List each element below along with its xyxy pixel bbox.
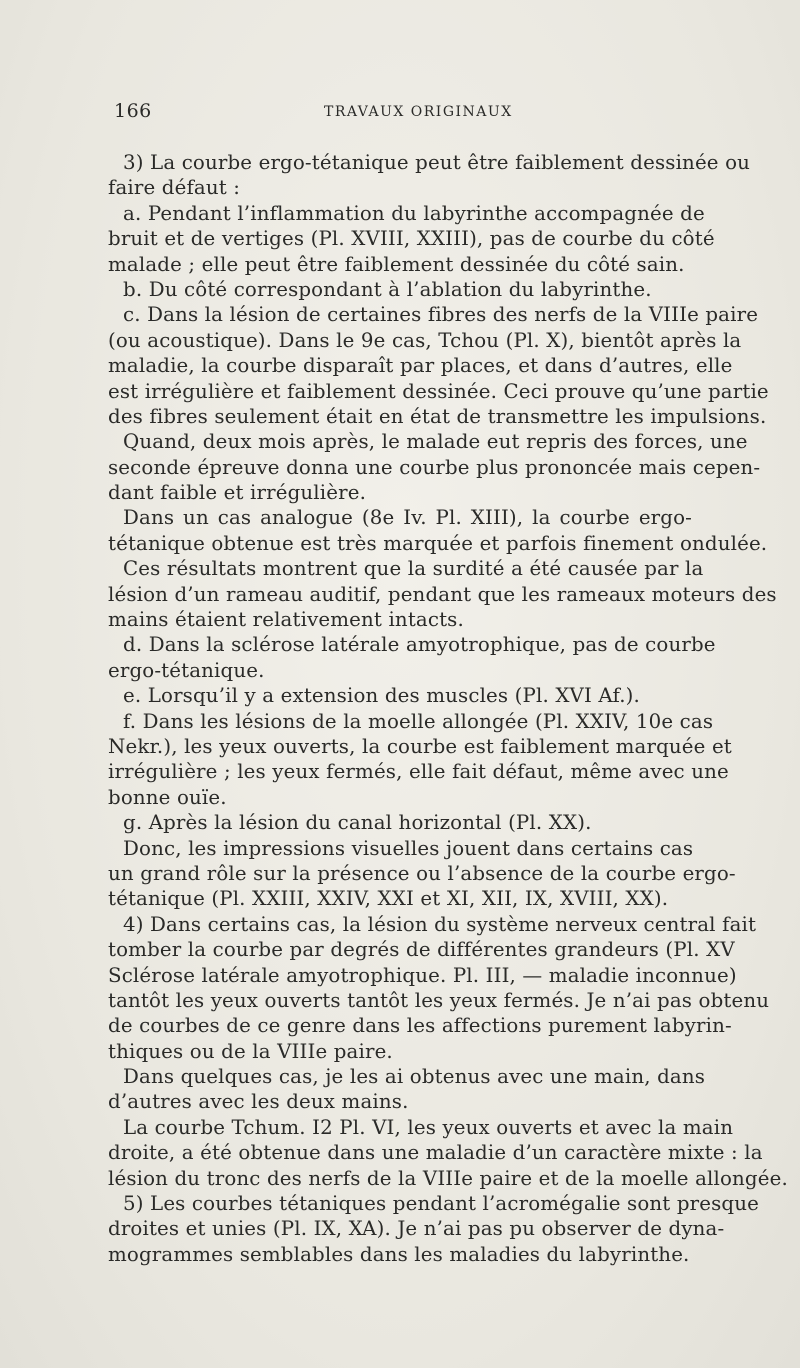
text-line: bonne ouïe. (108, 785, 227, 809)
text-line: Ces résultats montrent que la surdité a été causée par la (123, 557, 704, 581)
text-line: d. Dans la sclérose latérale amyotrophique, pas de courbe (123, 633, 716, 657)
body-text (108, 150, 788, 1267)
text-line: mogrammes semblables dans les maladies du labyrinthe. (108, 1242, 690, 1266)
text-line: c. Dans la lésion de certaines fibres des nerfs de la VIIIe paire (123, 303, 759, 327)
text-line: droite, a été obtenue dans une maladie d’un caractère mixte : la (108, 1141, 763, 1165)
text-line: faire défaut : (108, 176, 241, 200)
text-line: de courbes de ce genre dans les affections purement labyrin- (108, 1014, 732, 1038)
text-line: 3) La courbe ergo-tétanique peut être faiblement dessinée ou (123, 151, 751, 174)
text-line: ergo-tétanique. (108, 658, 265, 682)
running-title: TRAVAUX ORIGINAUX (324, 104, 513, 120)
text-line: maladie, la courbe disparaît par places, et dans d’autres, elle (108, 354, 733, 378)
text-line: malade ; elle peut être faiblement dessinée du côté sain. (108, 252, 685, 276)
text-line: droites et unies (Pl. IX, XA). Je n’ai pas pu observer de dyna- (108, 1217, 725, 1241)
text-line: 5) Les courbes tétaniques pendant l’acromégalie sont presque (123, 1192, 759, 1216)
text-line: f. Dans les lésions de la moelle allongée (Pl. XXIV, 10e cas (123, 709, 714, 733)
text-line: lésion du tronc des nerfs de la VIIIe paire et de la moelle allongée. (108, 1166, 788, 1190)
text-line: d’autres avec les deux mains. (108, 1090, 409, 1114)
text-line: g. Après la lésion du canal horizontal (Pl. XX). (123, 811, 592, 835)
text-line: tétanique obtenue est très marquée et parfois finement ondulée. (108, 531, 768, 555)
page-number: 166 (114, 100, 152, 122)
text-line: (ou acoustique). Dans le 9e cas, Tchou (Pl. X), bientôt après la (108, 328, 742, 352)
text-line: tomber la courbe par degrés de différentes grandeurs (Pl. XV (108, 938, 735, 962)
text-line: Donc, les impressions visuelles jouent dans certains cas (123, 836, 694, 860)
text-line: dant faible et irrégulière. (108, 481, 367, 505)
text-line: seconde épreuve donna une courbe plus prononcée mais cepen- (108, 455, 761, 479)
text-line: est irrégulière et faiblement dessinée. Ceci prouve qu’une partie (108, 379, 769, 403)
text-line: thiques ou de la VIIIe paire. (108, 1039, 393, 1063)
text-line: bruit et de vertiges (Pl. XVIII, XXIII), pas de courbe du côté (108, 227, 715, 251)
text-line: irrégulière ; les yeux fermés, elle fait défaut, même avec une (108, 760, 729, 784)
text-line: 4) Dans certains cas, la lésion du système nerveux central fait (123, 912, 757, 936)
text-line: Nekr.), les yeux ouverts, la courbe est faiblement marquée et (108, 734, 732, 758)
page-header (114, 100, 684, 124)
text-line: La courbe Tchum. I2 Pl. VI, les yeux ouverts et avec la main (123, 1115, 734, 1139)
text-line: a. Pendant l’inflammation du labyrinthe accompagnée de (123, 201, 705, 225)
text-line: e. Lorsqu’il y a extension des muscles (Pl. XVI Af.). (123, 684, 640, 708)
text-line: Sclérose latérale amyotrophique. Pl. III, — maladie inconnue) (108, 963, 737, 987)
text-line: Dans quelques cas, je les ai obtenus avec une main, dans (123, 1065, 706, 1089)
text-line: mains étaient relativement intacts. (108, 608, 464, 632)
text-line: des fibres seulement était en état de transmettre les impulsions. (108, 404, 767, 428)
text-line: tétanique (Pl. XXIII, XXIV, XXI et XI, XII, IX, XVIII, XX). (108, 887, 669, 911)
text-line: un grand rôle sur la présence ou l’absence de la courbe ergo- (108, 861, 736, 885)
text-line: Quand, deux mois après, le malade eut repris des forces, une (123, 430, 748, 454)
text-line: b. Du côté correspondant à l’ablation du labyrinthe. (123, 277, 652, 301)
text-line: tantôt les yeux ouverts tantôt les yeux fermés. Je n’ai pas obtenu (108, 988, 770, 1012)
text-line: Dans un cas analogue (8e Iv. Pl. XIII), la courbe ergo- (123, 506, 692, 530)
text-line: lésion d’un rameau auditif, pendant que les rameaux moteurs des (108, 582, 777, 606)
